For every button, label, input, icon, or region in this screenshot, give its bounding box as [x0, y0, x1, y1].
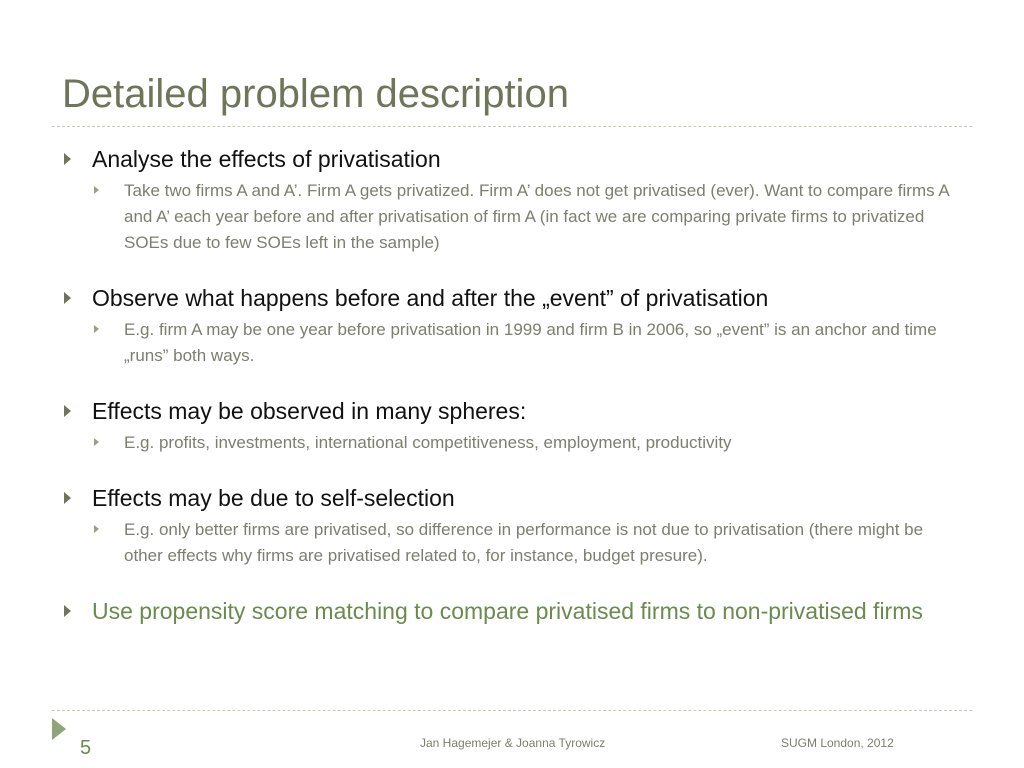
bullet-arrow-icon — [64, 153, 71, 165]
bullet-text: Effects may be observed in many spheres: — [92, 398, 527, 424]
footer-authors: Jan Hagemejer & Joanna Tyrowicz — [420, 736, 606, 750]
sub-bullet — [92, 317, 966, 369]
sub-bullet-arrow-icon — [94, 525, 99, 533]
footer-divider — [52, 710, 972, 711]
sub-bullet-text: E.g. only better firms are privatised, so difference in performance is not due to privatisation (there might be other effects why firms are privatised related to, for instance, budget presure). — [124, 520, 924, 565]
bullet-list — [56, 143, 966, 654]
footer-event: SUGM London, 2012 — [781, 736, 894, 750]
bullet-text: Use propensity score matching to compare privatised firms to non-privatised firms — [92, 598, 923, 624]
bullet-text: Observe what happens before and after the „event” of privatisation — [92, 285, 769, 311]
bullet-arrow-icon — [64, 492, 71, 504]
sub-bullet-text: E.g. profits, investments, international competitiveness, employment, productivity — [124, 433, 732, 452]
bullet-item — [56, 282, 966, 369]
sub-bullet-text: E.g. firm A may be one year before privatisation in 1999 and firm B in 2006, so „event” is an anchor and time „runs” both ways. — [124, 320, 937, 365]
bullet-text: Effects may be due to self-selection — [92, 485, 455, 511]
sub-bullet-arrow-icon — [94, 186, 99, 194]
bullet-text: Analyse the effects of privatisation — [92, 146, 441, 172]
bullet-arrow-icon — [64, 605, 71, 617]
bullet-arrow-icon — [64, 405, 71, 417]
sub-bullet — [92, 517, 966, 569]
bullet-item — [56, 395, 966, 456]
sub-bullet-arrow-icon — [94, 438, 99, 446]
sub-bullet — [92, 430, 966, 456]
triangle-marker-icon — [52, 718, 66, 740]
page-number: 5 — [80, 737, 92, 759]
title-divider — [52, 126, 972, 127]
slide-title: Detailed problem description — [62, 72, 569, 116]
bullet-item — [56, 482, 966, 569]
sub-bullet-arrow-icon — [94, 325, 99, 333]
bullet-item-conclusion — [56, 595, 966, 628]
bullet-item — [56, 143, 966, 256]
sub-bullet — [92, 178, 966, 256]
sub-bullet-text: Take two firms A and A’. Firm A gets privatized. Firm A’ does not get privatised (ever). Want to compare firms A and A’ each year before and after privatisation of firm A (in fact we are comparing private firms to privatized SOEs due to few SOEs left in the sample) — [124, 181, 949, 252]
bullet-arrow-icon — [64, 292, 71, 304]
